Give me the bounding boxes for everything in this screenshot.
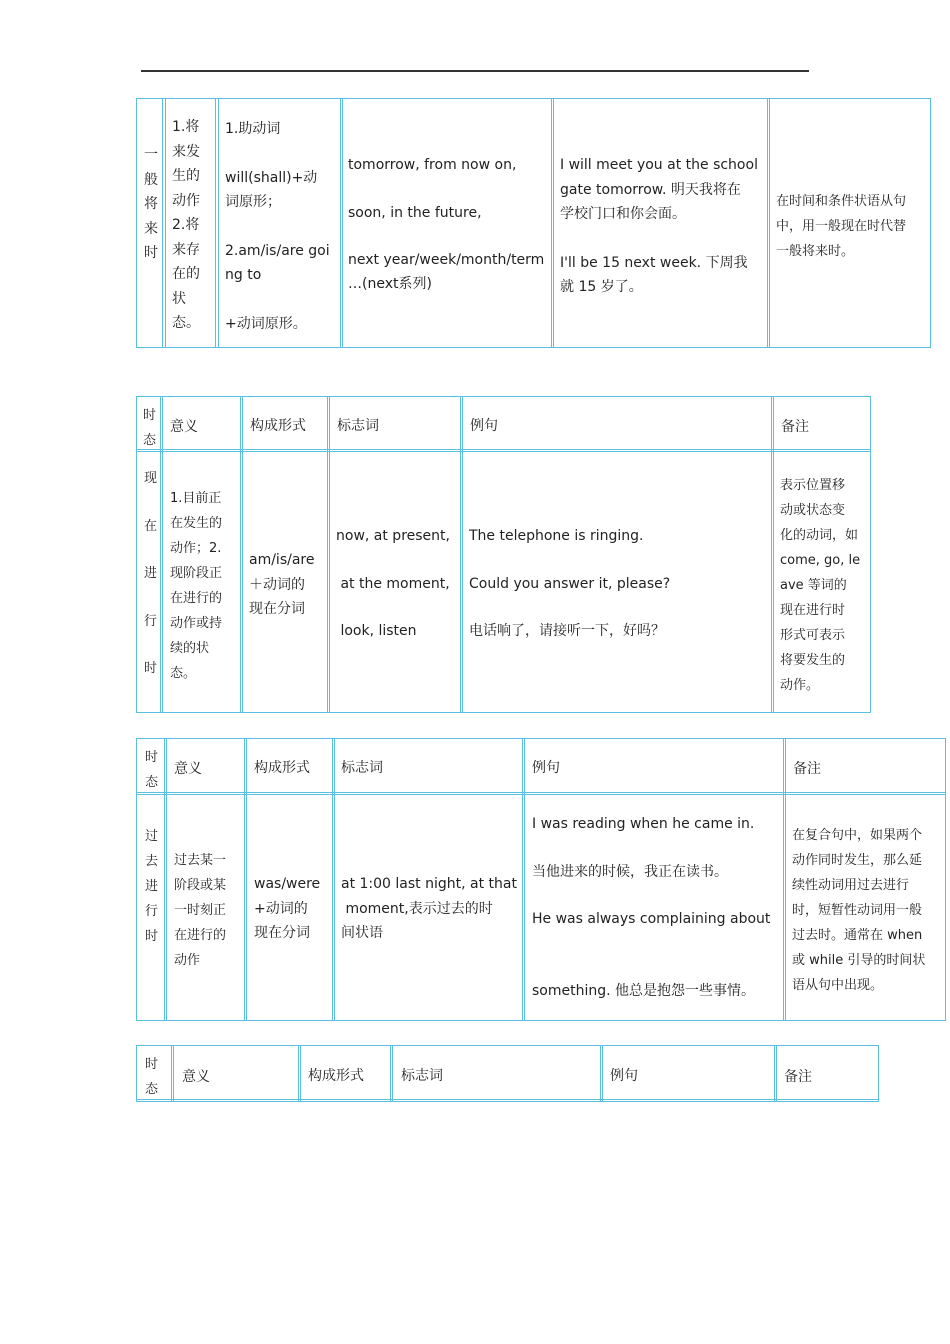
tense-name: 过 去 进 行 时 (145, 829, 159, 944)
form-cell: 1.助动词 will(shall)+动 词原形； 2.am/is/are goi ng to +动词原形。 (225, 121, 330, 332)
meaning-cell: 过去某一 阶段或某 一时刻正 在进行的 动作 (174, 853, 227, 968)
next-tense-table-header (136, 1045, 879, 1102)
tense-name: 一般将来时 (144, 147, 158, 261)
examples-cell: The telephone is ringing. Could you answer it, please? 电话响了，请接听一下，好吗？ (469, 528, 671, 639)
header-markers: 标志词 (401, 1068, 443, 1084)
past-continuous-table (136, 738, 946, 1021)
header-note: 备注 (781, 419, 809, 435)
present-continuous-table (136, 396, 871, 713)
note-cell: 表示位置移 动或状态变 化的动词，如 come, go, le ave 等词的 现在进行时 形式可表示 将要发生的 动作。 (780, 478, 861, 693)
meaning-cell: 1.将 来发 生的 动作 2.将 来存 在的 状 态。 (172, 119, 200, 331)
future-tense-table (136, 98, 931, 348)
form-cell: was/were +动词的 现在分词 (254, 876, 321, 941)
header-examples: 例句 (470, 418, 498, 434)
header-form: 构成形式 (308, 1068, 364, 1084)
header-meaning: 意义 (170, 419, 198, 435)
header-examples: 例句 (532, 760, 560, 776)
header-tense: 时 态 (143, 408, 157, 448)
markers-cell: tomorrow, from now on, soon, in the future, next year/week/month/term …(next系列) (348, 157, 545, 292)
examples-cell: I was reading when he came in. 当他进来的时候，我正在读书。 He was always complaining about something. 他总是抱怨一些事情。 (532, 816, 771, 999)
header-rule (141, 70, 809, 72)
header-form: 构成形式 (250, 418, 306, 434)
tense-name: 现 在 进 行 时 (144, 471, 158, 676)
note-cell: 在复合句中，如果两个 动作同时发生，那么延 续性动词用过去进行 时，短暂性动词用一般 过去时。通常在 when 或 while 引导的时间状 语从句中出现。 (792, 828, 926, 993)
form-cell: am/is/are ＋动词的 现在分词 (249, 552, 315, 617)
header-tense: 时 态 (145, 1057, 159, 1097)
note-cell: 在时间和条件状语从句 中，用一般现在时代替 一般将来时。 (776, 194, 907, 259)
header-meaning: 意义 (174, 761, 202, 777)
header-note: 备注 (784, 1069, 812, 1085)
header-form: 构成形式 (254, 760, 310, 776)
markers-cell: now, at present, at the moment, look, listen (336, 528, 450, 639)
header-note: 备注 (793, 761, 821, 777)
header-markers: 标志词 (337, 418, 379, 434)
header-markers: 标志词 (341, 760, 383, 776)
examples-cell: I will meet you at the school gate tomorrow. 明天我将在 学校门口和你会面。 I'll be 15 next week. 下周我 就 15 岁了。 (560, 157, 758, 295)
header-examples: 例句 (610, 1068, 638, 1084)
meaning-cell: 1.目前正 在发生的 动作；2. 现阶段正 在进行的 动作或持 续的状 态。 (170, 491, 223, 681)
markers-cell: at 1:00 last night, at that moment,表示过去的时 间状语 (341, 876, 517, 941)
header-meaning: 意义 (182, 1069, 210, 1085)
header-tense: 时 态 (145, 750, 159, 790)
